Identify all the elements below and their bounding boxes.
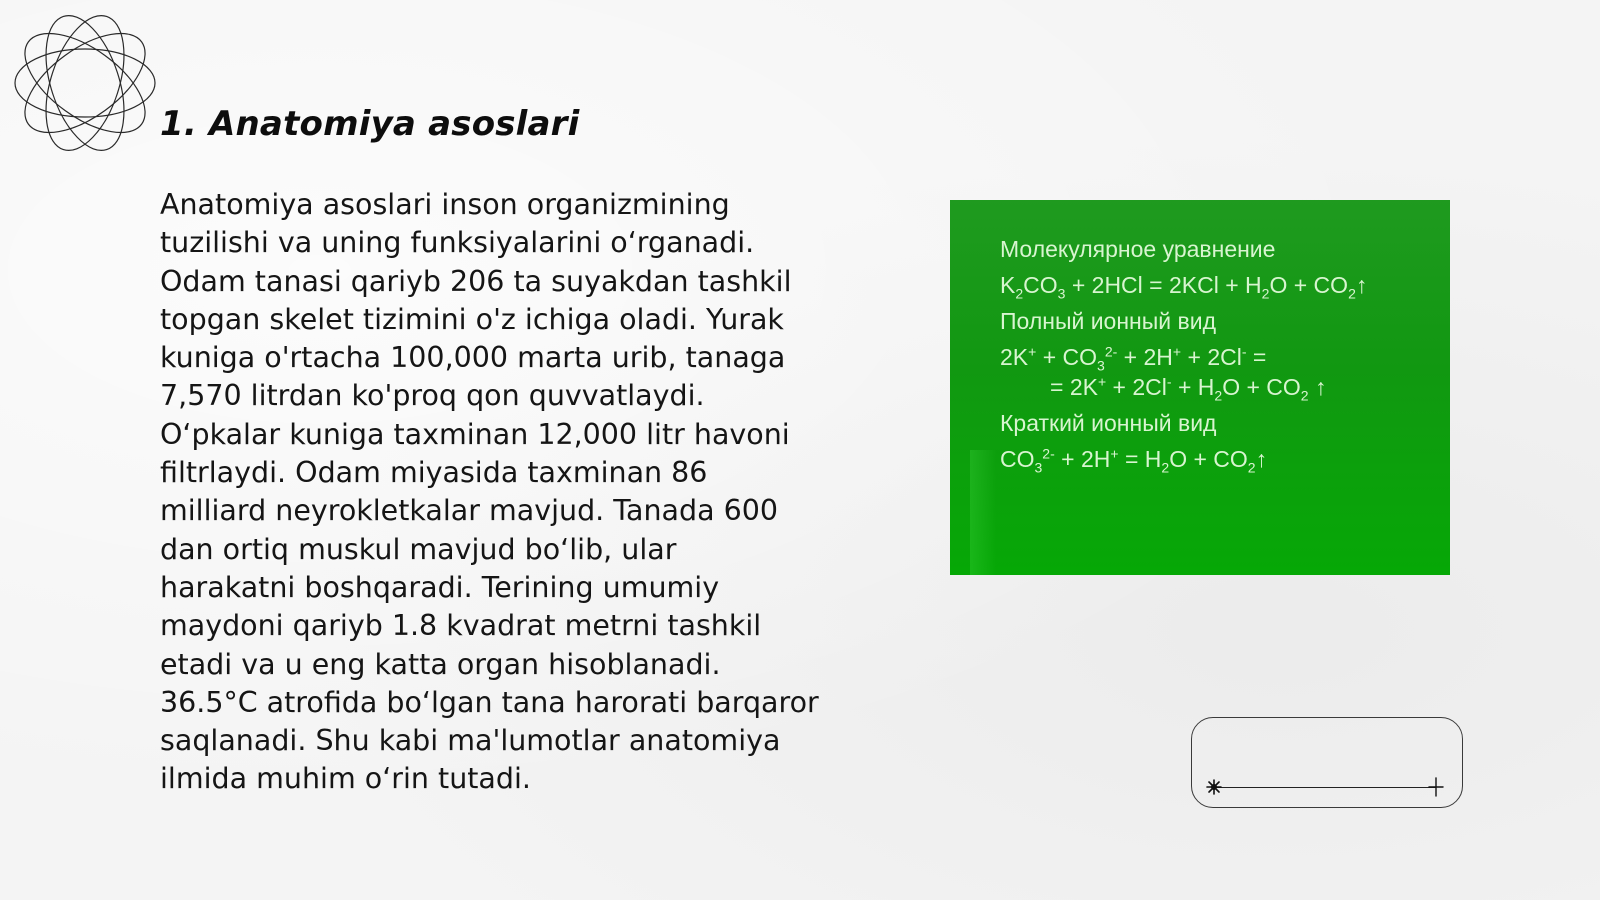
interlaced-rings-logo: [12, 10, 158, 156]
molecular-equation: $K_2CO_3 + 2HCl = 2KCl + H_2O$ + $CO_2↑$: [1000, 272, 1368, 302]
full-ionic-equation-line-2: = $2K^+ + 2Cl^- + H_2O + CO_2$ ↑: [1050, 373, 1327, 404]
molecular-equation-heading: Молекулярное уравнение: [1000, 236, 1276, 262]
slide-body-text: Anatomiya asoslari inson organizmining tuzilishi va uning funksiyalarini o‘rganadi. Odam tanasi qariyb 206 ta suyakdan tashkil topgan skelet tizimini o'z ichiga oladi. Yurak kuniga o'rtacha 100,000 marta urib, tanaga 7,570 litrdan ko'proq qon quvvatlaydi. O‘pkalar kuniga taxminan 12,000 litr havoni filtrlaydi. Odam miyasida taxminan 86 milliard neyrokletkalar mavjud. Tanada 600 dan ortiq muskul mavjud bo‘lib, ular harakatni boshqaradi. Terining umumiy maydoni qariyb 1.8 kvadrat metrni tashkil etadi va u eng katta organ hisoblanadi. 36.5°C atrofida bo‘lgan tana harorati barqaror saqlanadi. Shu kabi ma'lumotlar anatomiya ilmida muhim o‘rin tutadi.: [160, 188, 819, 796]
decorative-slider-card: [1191, 717, 1463, 808]
slider-track: [1214, 787, 1436, 788]
full-ionic-heading: Полный ионный вид: [1000, 308, 1217, 334]
short-ionic-equation: $CO_3^{2-} + 2H^+ = H_2O$ + $CO_2↑$: [1000, 445, 1268, 476]
panel-highlight-stripe: [970, 450, 996, 575]
short-ionic-heading: Краткий ионный вид: [1000, 410, 1217, 436]
crosshair-icon: [1426, 776, 1446, 798]
sparkle-icon: [1204, 777, 1224, 797]
full-ionic-equation-line-1: $2K^+ + CO_3^{2-} + 2H^+ + 2Cl^-$ =: [1000, 343, 1267, 374]
slide-title: 1. Anatomiya asoslari: [160, 104, 580, 144]
chemistry-equation-image: [950, 200, 1450, 575]
